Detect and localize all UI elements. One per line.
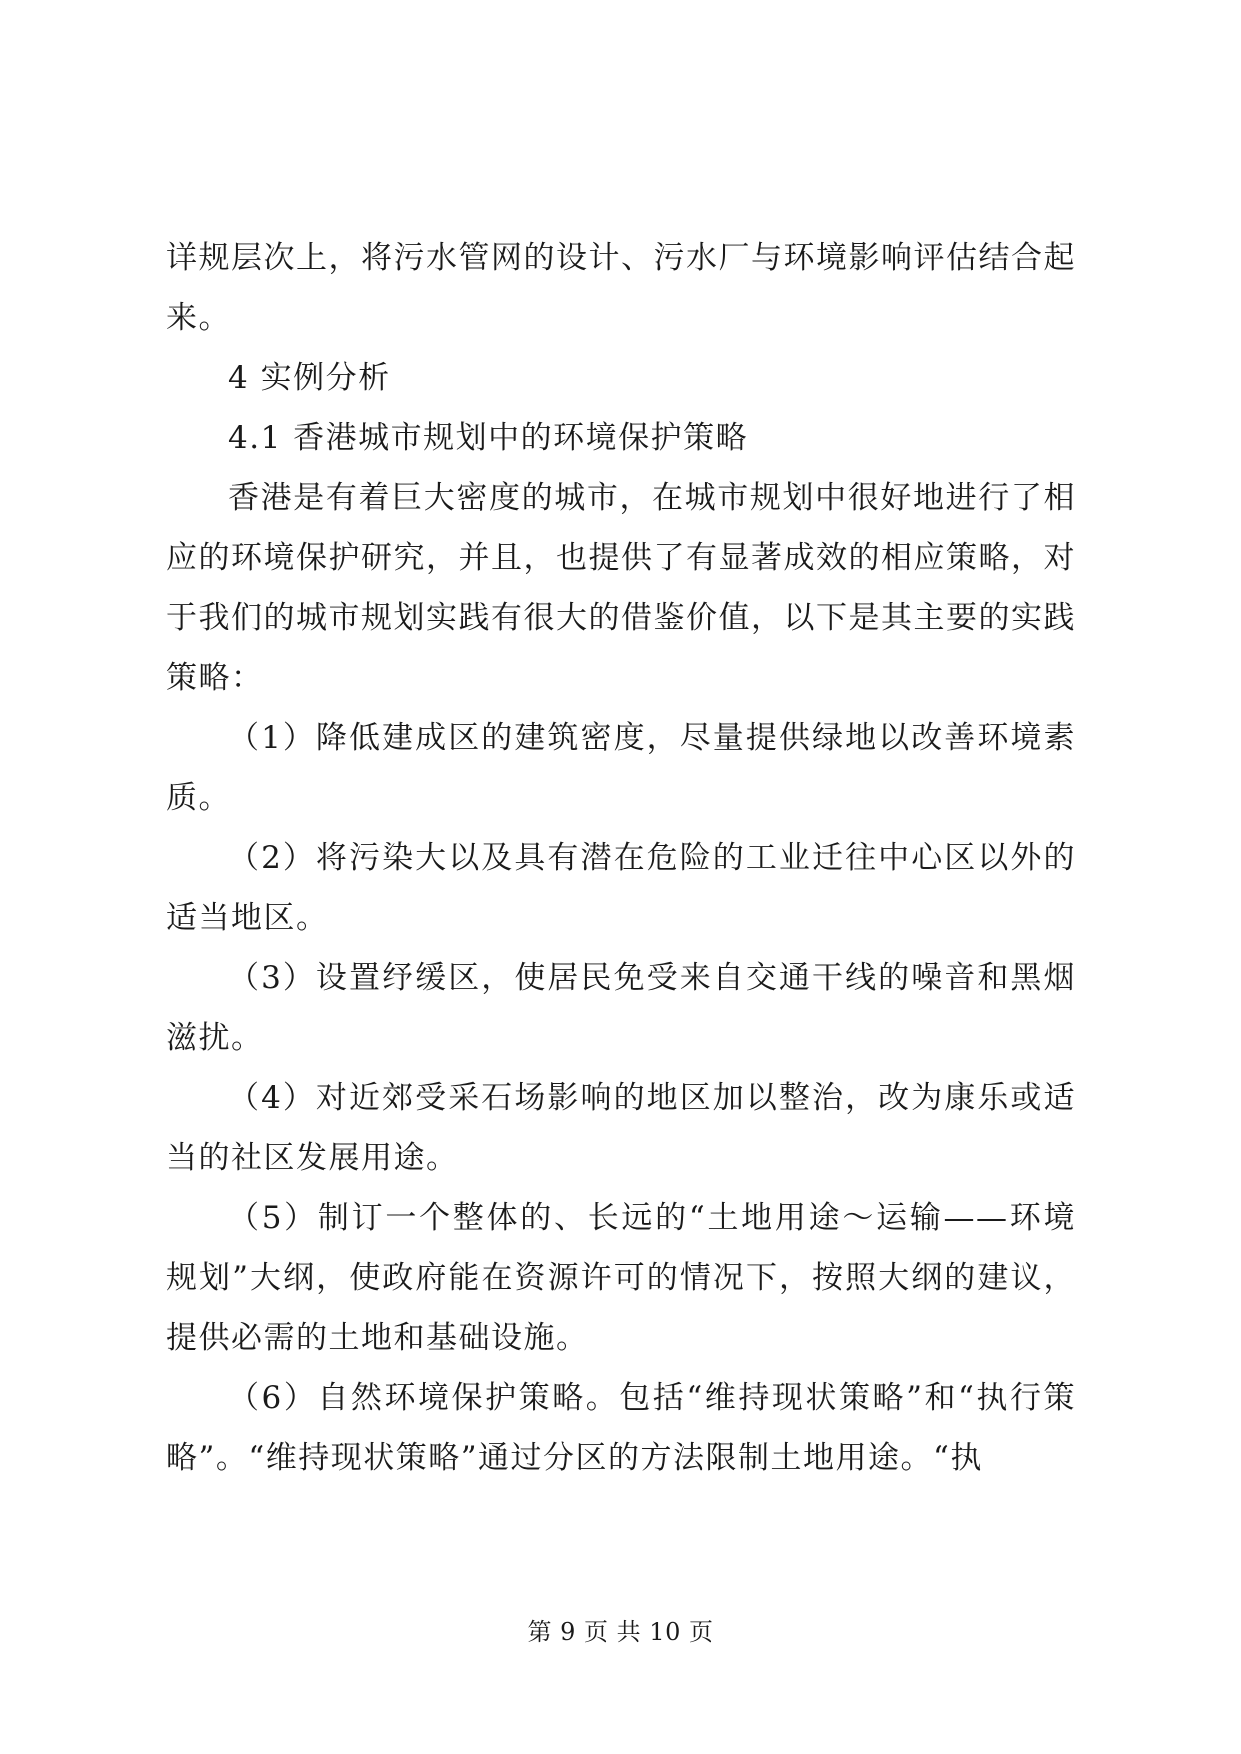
strategy-item-1: （1）降低建成区的建筑密度，尽量提供绿地以改善环境素质。: [166, 720, 1076, 816]
strategy-item-3: （3）设置纾缓区，使居民免受来自交通干线的噪音和黑烟滋扰。: [166, 960, 1076, 1056]
section-heading-4: 4 实例分析: [228, 360, 391, 396]
page-number-label: 第 9 页 共 10 页: [527, 1618, 714, 1646]
strategy-item-4: （4）对近郊受采石场影响的地区加以整治，改为康乐或适当的社区发展用途。: [166, 1080, 1076, 1176]
section-heading-4-1: 4.1 香港城市规划中的环境保护策略: [228, 420, 749, 456]
strategy-item-6: （6）自然环境保护策略。包括“维持现状策略”和“执行策略”。“维持现状策略”通过分区的方法限制土地用途。“执: [166, 1380, 1076, 1476]
strategy-item-5: （5）制订一个整体的、长远的“土地用途～运输——环境规划”大纲，使政府能在资源许可的情况下，按照大纲的建议，提供必需的土地和基础设施。: [166, 1200, 1076, 1356]
body-text: [166, 228, 1076, 1488]
continued-paragraph: 详规层次上，将污水管网的设计、污水厂与环境影响评估结合起来。: [166, 240, 1076, 336]
page-footer: [0, 1617, 1241, 1647]
intro-paragraph: 香港是有着巨大密度的城市，在城市规划中很好地进行了相应的环境保护研究，并且，也提供了有显著成效的相应策略，对于我们的城市规划实践有很大的借鉴价值，以下是其主要的实践策略：: [166, 480, 1076, 696]
strategy-item-2: （2）将污染大以及具有潜在危险的工业迁往中心区以外的适当地区。: [166, 840, 1076, 936]
